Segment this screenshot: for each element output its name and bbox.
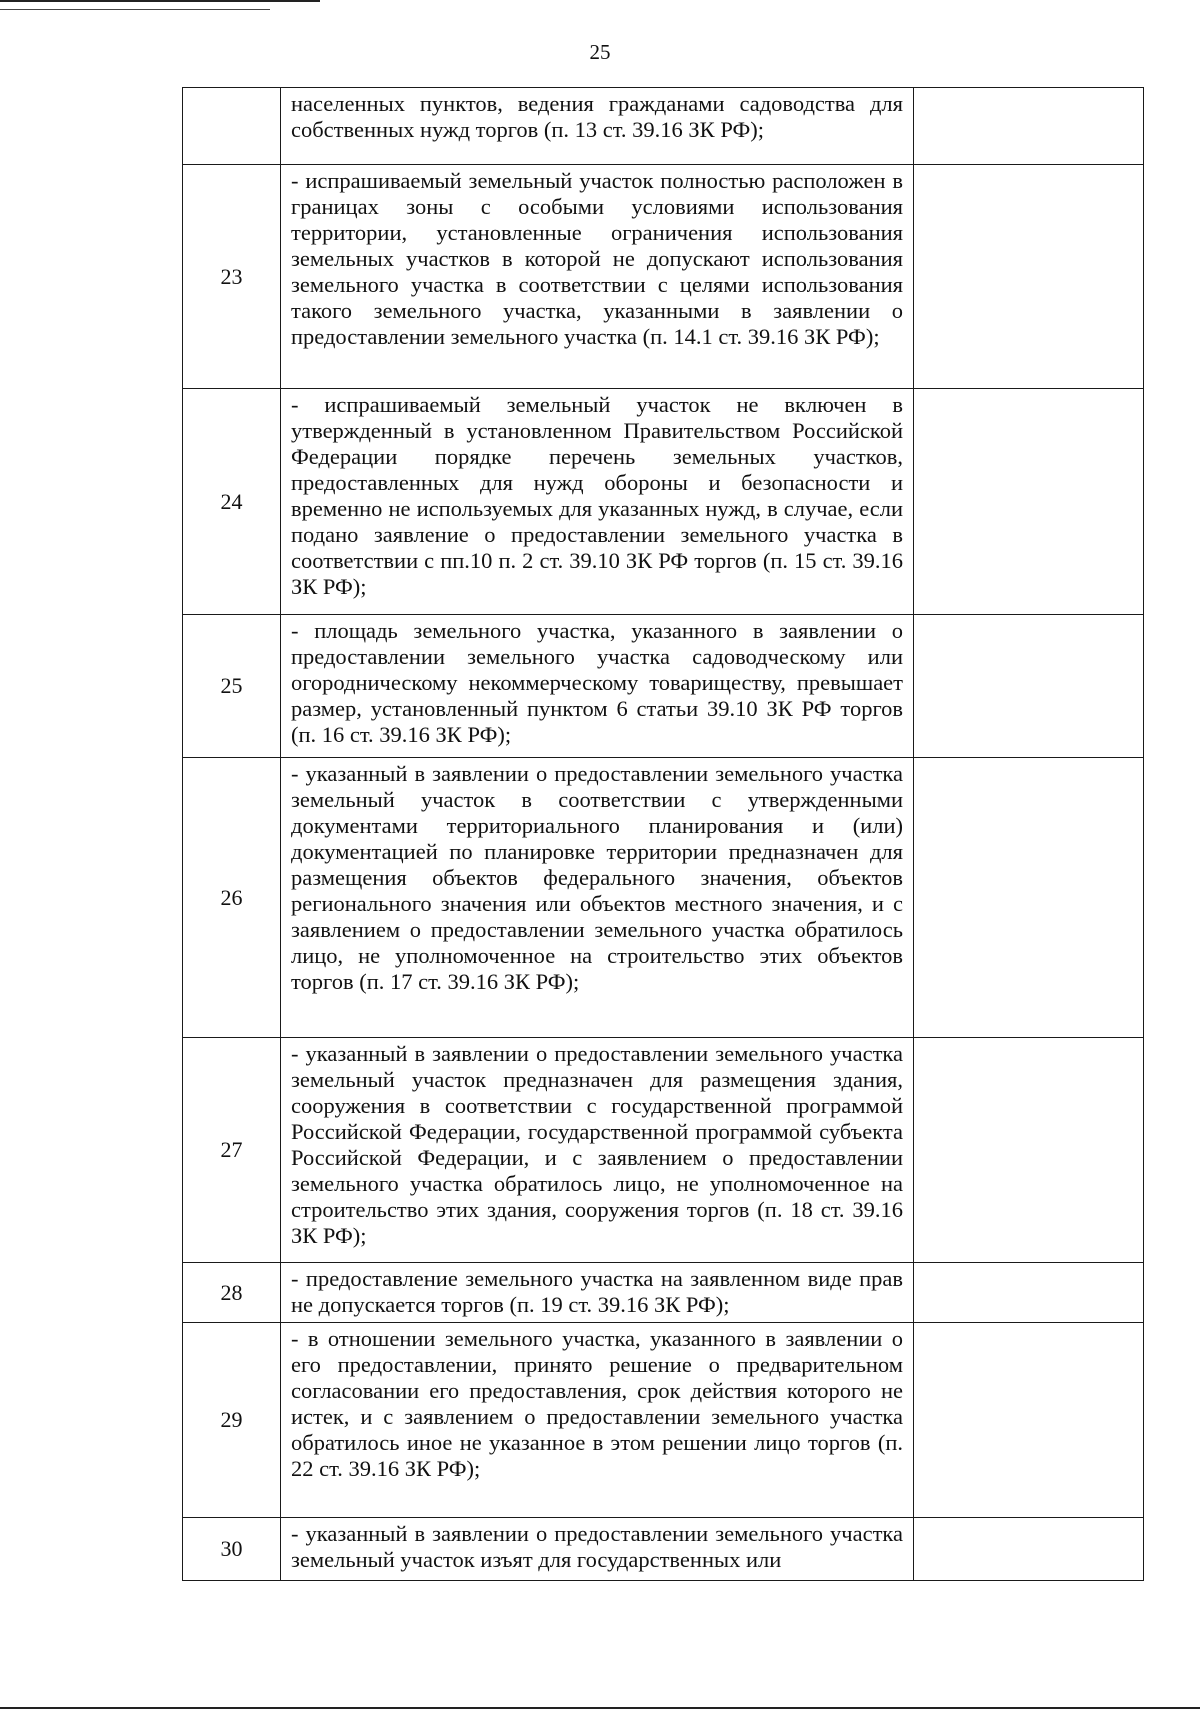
row-text: - в отношении земельного участка, указанного в заявлении о его предоставлении, принято решение о предварительном согласовании его предоставления, срок действия которого не истек, и с заявлением о предоставлении земельного участка обратилось иное не указанное в этом решении лицо торгов (п. 22 ст. 39.16 ЗК РФ); xyxy=(281,1323,914,1518)
row-text: населенных пунктов, ведения гражданами садоводства для собственных нужд торгов (п. 13 ст. 39.16 ЗК РФ); xyxy=(281,88,914,165)
table-row xyxy=(183,758,1144,1038)
page-number: 25 xyxy=(589,40,611,64)
table-row xyxy=(183,389,1144,615)
table-row xyxy=(183,88,1144,165)
row-number: 30 xyxy=(183,1518,281,1581)
row-number: 25 xyxy=(183,615,281,758)
table-row xyxy=(183,615,1144,758)
row-text: - площадь земельного участка, указанного в заявлении о предоставлении земельного участка садоводческому или огородническому некоммерческому товариществу, превышает размер, установленный пунктом 6 статьи 39.10 ЗК РФ торгов (п. 16 ст. 39.16 ЗК РФ); xyxy=(281,615,914,758)
row-number: 27 xyxy=(183,1038,281,1263)
row-empty-cell xyxy=(914,1038,1144,1263)
row-text: - указанный в заявлении о предоставлении земельного участка земельный участок изъят для государственных или xyxy=(281,1518,914,1581)
table-row xyxy=(183,1263,1144,1323)
row-empty-cell xyxy=(914,1323,1144,1518)
row-number: 26 xyxy=(183,758,281,1038)
row-empty-cell xyxy=(914,1263,1144,1323)
scan-edge-bottom xyxy=(0,1707,1200,1709)
row-empty-cell xyxy=(914,165,1144,389)
table-row xyxy=(183,1518,1144,1581)
table-row xyxy=(183,1038,1144,1263)
row-text: - испрашиваемый земельный участок полностью расположен в границах зоны с особыми условиями использования территории, установленные ограничения использования земельных участков в которой не допускают использования земельного участка в соответствии с целями использования такого земельного участка, указанными в заявлении о предоставлении земельного участка (п. 14.1 ст. 39.16 ЗК РФ); xyxy=(281,165,914,389)
row-number: 29 xyxy=(183,1323,281,1518)
row-empty-cell xyxy=(914,615,1144,758)
row-number: 28 xyxy=(183,1263,281,1323)
scan-edge-top-secondary xyxy=(0,9,270,10)
row-empty-cell xyxy=(914,1518,1144,1581)
table-row xyxy=(183,165,1144,389)
row-empty-cell xyxy=(914,389,1144,615)
row-number: 24 xyxy=(183,389,281,615)
row-number: 23 xyxy=(183,165,281,389)
row-number xyxy=(183,88,281,165)
conditions-table xyxy=(182,87,1144,1581)
row-text: - указанный в заявлении о предоставлении земельного участка земельный участок в соответствии с утвержденными документами территориального планирования и (или) документацией по планировке территории предназначен для размещения объектов федерального значения, объектов регионального значения или объектов местного значения, и с заявлением о предоставлении земельного участка обратилось лицо, не уполномоченное на строительство этих объектов торгов (п. 17 ст. 39.16 ЗК РФ); xyxy=(281,758,914,1038)
row-text: - указанный в заявлении о предоставлении земельного участка земельный участок предназначен для размещения здания, сооружения в соответствии с государственной программой Российской Федерации, государственной программой субъекта Российской Федерации, и с заявлением о предоставлении земельного участка обратилось лицо, не уполномоченное на строительство этих здания, сооружения торгов (п. 18 ст. 39.16 ЗК РФ); xyxy=(281,1038,914,1263)
row-text: - предоставление земельного участка на заявленном виде прав не допускается торгов (п. 19 ст. 39.16 ЗК РФ); xyxy=(281,1263,914,1323)
row-empty-cell xyxy=(914,88,1144,165)
row-text: - испрашиваемый земельный участок не включен в утвержденный в установленном Правительством Российской Федерации порядке перечень земельных участков, предоставленных для нужд обороны и безопасности и временно не используемых для указанных нужд, в случае, если подано заявление о предоставлении земельного участка в соответствии с пп.10 п. 2 ст. 39.10 ЗК РФ торгов (п. 15 ст. 39.16 ЗК РФ); xyxy=(281,389,914,615)
scan-edge-top xyxy=(0,0,320,2)
table-row xyxy=(183,1323,1144,1518)
row-empty-cell xyxy=(914,758,1144,1038)
